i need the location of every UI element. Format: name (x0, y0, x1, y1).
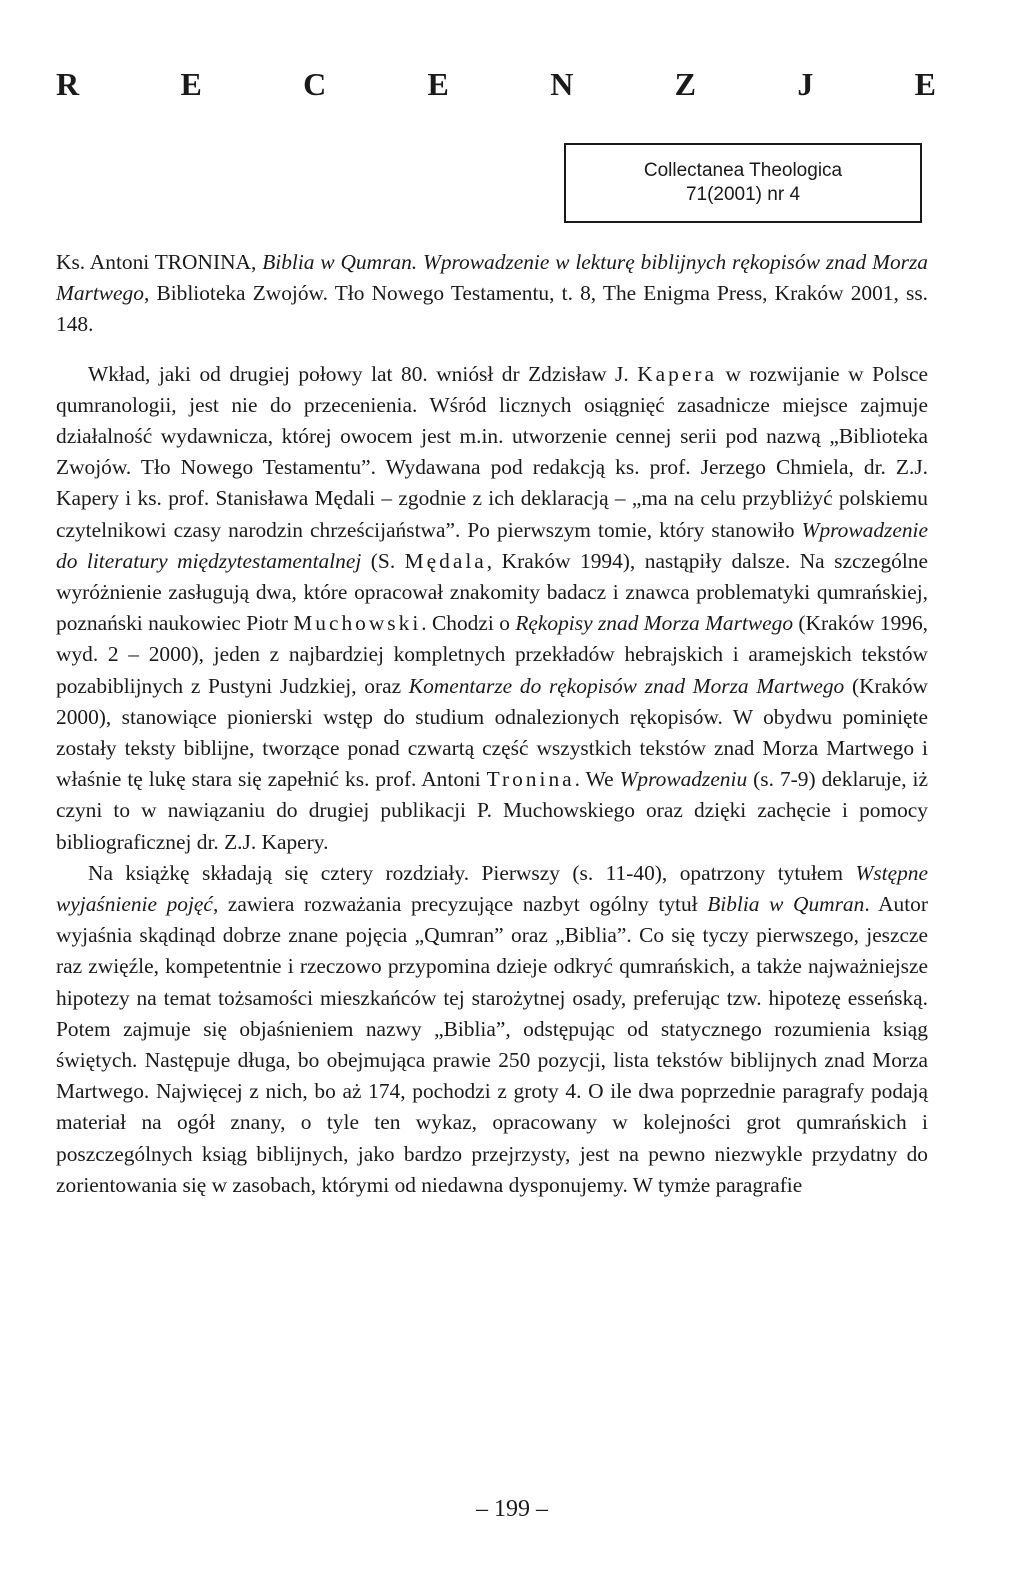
italic-title: Wstępne wyjaśnienie pojęć (56, 860, 928, 917)
citation-publisher: , Biblioteka Zwojów. Tło Nowego Testamentu, t. 8, The Enigma Press, Kraków 2001, ss. 148. (56, 281, 928, 337)
header-letter: E (914, 66, 936, 102)
header-letter: E (180, 66, 202, 102)
italic-title: Biblia w Qumran (707, 892, 865, 917)
paragraph: Na książkę składają się cztery rozdziały. Pierwszy (s. 11-40), opatrzony tytułem Wstępne wyjaśnienie pojęć, zawiera rozważania precyzujące nazbyt ogólny tytuł Biblia w Qumran. Autor wyjaśnia skądinąd dobrze znane pojęcia „Qumran” oraz „Biblia”. Co się tyczy pierwszego, jeszcze raz zwięźle, kompetentnie i rzeczowo przypomina dzieje odkryć qumrańskich, a także najważniejsze hipotezy na temat tożsamości mieszkańców tej starożytnej osady, preferując tzw. hipotezę esseńską. Potem zajmuje się objaśnieniem nazwy „Biblia”, odstępując od statycznego rozumienia ksiąg świętych. Następuje długa, bo obejmująca prawie 250 pozycji, lista tekstów biblijnych znad Morza Martwego. Najwięcej z nich, bo aż 174, pochodzi z groty 4. O ile dwa poprzednie paragrafy podają materiał na ogół znany, o tyle ten wykaz, opracowany w kolejności grot qumrańskich i poszczególnych ksiąg biblijnych, jako bardzo przejrzysty, jest na pewno niezwykle przydatny do zorientowania się w zasobach, którymi od niedawna dysponujemy. W tymże paragrafie (56, 860, 928, 1197)
italic-title: Komentarze do rękopisów znad Morza Martwego (408, 673, 845, 698)
header-letter: N (550, 66, 574, 102)
citation-title: Biblia w Qumran. Wprowadzenie w lekturę biblijnych rękopisów znad Morza Martwego (56, 250, 928, 306)
spaced-name: Kapera (637, 361, 717, 386)
spaced-name: Tronina (486, 767, 575, 792)
header-letter: J (797, 66, 814, 102)
citation-author: Ks. Antoni TRONINA, (56, 250, 263, 274)
italic-title: Wprowadzenie do literatury międzytestamentalnej (56, 517, 928, 573)
spaced-name: Muchowski (293, 611, 422, 636)
spaced-name: Mędala (404, 548, 487, 573)
journal-name: Collectanea Theologica (643, 160, 843, 181)
review-body (56, 247, 928, 1201)
section-header-recenzje (56, 66, 936, 103)
journal-issue: 71(2001) nr 4 (685, 184, 801, 205)
header-letter: C (303, 66, 327, 102)
journal-info-box (564, 143, 922, 223)
header-letter: E (427, 66, 449, 102)
book-citation (56, 247, 928, 341)
page-number: – 199 – (476, 1496, 548, 1522)
italic-title: Rękopisy znad Morza Martwego (515, 611, 794, 636)
paragraph: Wkład, jaki od drugiej połowy lat 80. wniósł dr Zdzisław J. Kapera w rozwijanie w Polsce qumranologii, jest nie do przecenienia. Wśród licznych osiągnięć zasadnicze miejsce zajmuje działalność wydawnicza, której owocem jest m.in. utworzenie cennej serii pod nazwą „Biblioteka Zwojów. Tło Nowego Testamentu”. Wydawana pod redakcją ks. prof. Jerzego Chmiela, dr. Z.J. Kapery i ks. prof. Stanisława Mędali – zgodnie z ich deklaracją – „ma na celu przybliżyć polskiemu czytelnikowi czasy narodzin chrześcijaństwa”. Po pierwszym tomie, który stanowiło Wprowadzenie do literatury międzytestamentalnej (S. Mędala, Kraków 1994), nastąpiły dalsze. Na szczególne wyróżnienie zasługują dwa, które opracował znakomity badacz i znawca problematyki qumrańskiej, poznański naukowiec Piotr Muchowski. Chodzi o Rękopisy znad Morza Martwego (Kraków 1996, wyd. 2 – 2000), jeden z najbardziej kompletnych przekładów hebrajskich i aramejskich tekstów pozabiblijnych z Pustyni Judzkiej, oraz Komentarze do rękopisów znad Morza Martwego (Kraków 2000), stanowiące pionierski wstęp do studium odnalezionych rękopisów. W obydwu pominięte zostały teksty biblijne, tworzące ponad czwartą część wszystkich tekstów znad Morza Martwego i właśnie tę lukę stara się zapełnić ks. prof. Antoni Tronina. We Wprowadzeniu (s. 7-9) deklaruje, iż czyni to w nawiązaniu do drugiej publikacji P. Muchowskiego oraz dzięki zachęcie i pomocy bibliograficznej dr. Z.J. Kapery. (56, 361, 929, 854)
header-letter: R (56, 66, 80, 102)
header-letter: Z (674, 66, 696, 102)
italic-title: Wprowadzeniu (619, 767, 748, 792)
